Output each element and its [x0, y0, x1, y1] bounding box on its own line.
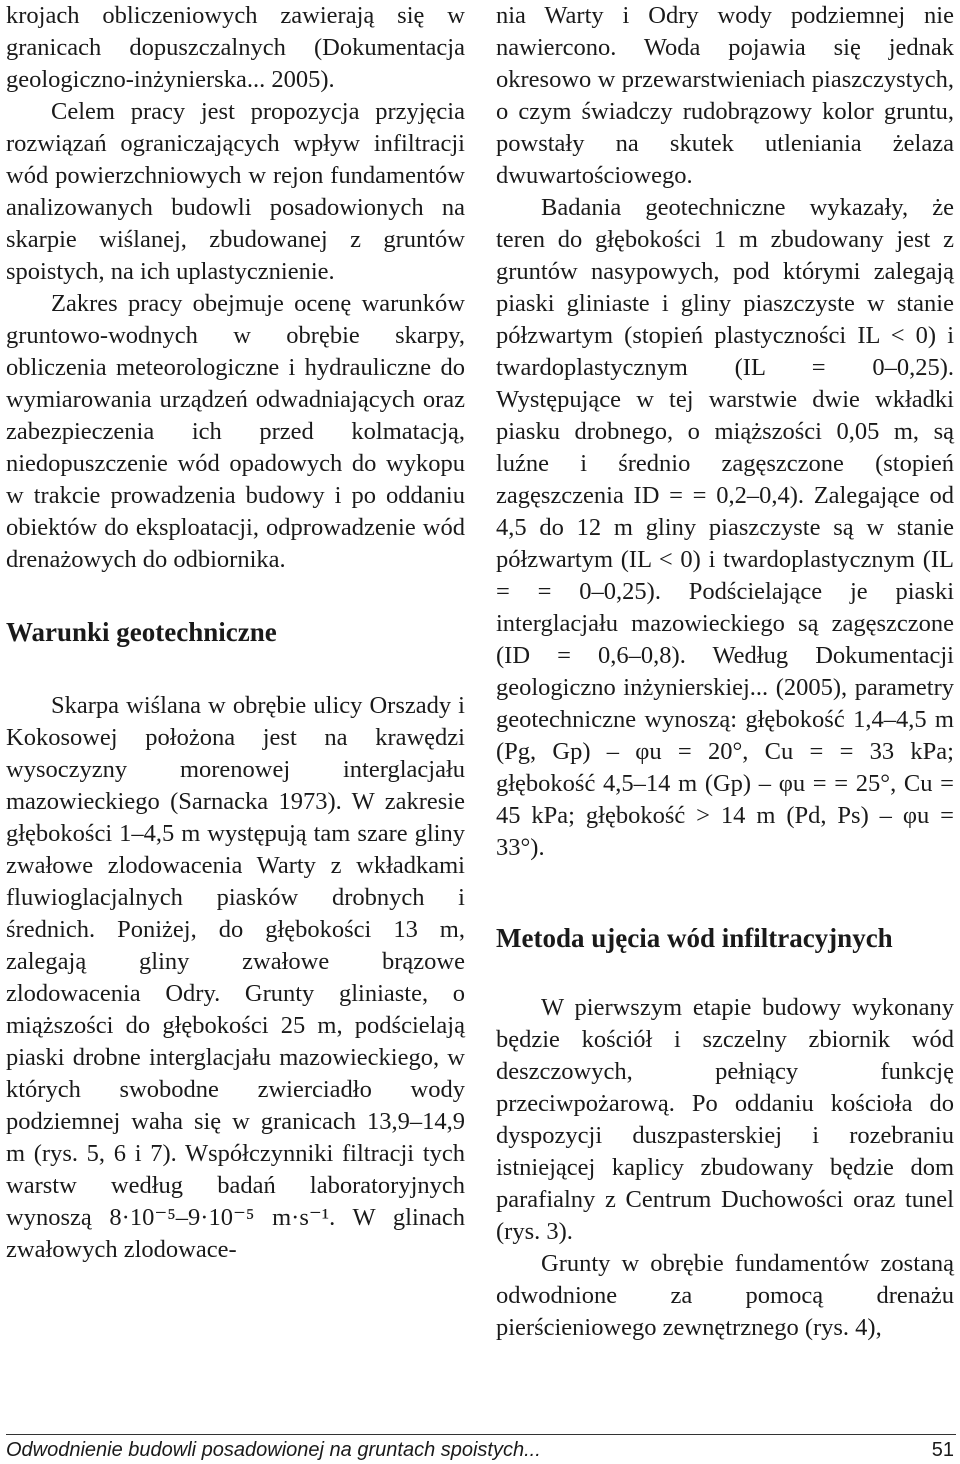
paragraph: nia Warty i Odry wody podziemnej nie nawiercono. Woda pojawia się jednak okresowo w przewarstwieniach piaszczystych, o czym świadczy rudobrązowy kolor gruntu, powstały na skutek utleniania żelaza dwuwartościowego.: [496, 2, 954, 189]
paragraph: Grunty w obrębie fundamentów zostaną odwodnione za pomocą drenażu pierścieniowego zewnętrznego (rys. 4),: [496, 1250, 954, 1341]
right-column: [496, 0, 954, 1344]
left-column: [6, 0, 465, 1266]
paragraph: krojach obliczeniowych zawierają się w granicach dopuszczalnych (Dokumentacja geologiczno-inżynierska... 2005).: [6, 2, 465, 93]
paragraph: W pierwszym etapie budowy wykonany będzie kościół i szczelny zbiornik wód deszczowych, pełniący funkcję przeciwpożarową. Po oddaniu kościoła do dyspozycji duszpasterskiej i rozebraniu istniejącej kaplicy zbudowany będzie dom parafialny z Centrum Duchowości oraz tunel (rys. 3).: [496, 994, 954, 1245]
section-heading: Warunki geotechniczne: [6, 617, 277, 647]
paragraph: Badania geotechniczne wykazały, że teren do głębokości 1 m zbudowany jest z gruntów nasypowych, pod którymi zalegają piaski gliniaste i gliny piaszczyste w stanie półzwartym (stopień plastyczności IL < 0) i twardoplastycznym (IL = 0–0,25). Występujące w tej warstwie dwie wkładki piasku drobnego, o miąższości 0,05 m, są luźne i średnio zagęszczone (stopień zagęszczenia ID = = 0,2–0,4). Zalegające od 4,5 do 12 m gliny piaszczyste są w stanie półzwartym (IL < 0) i twardoplastycznym (IL = = 0–0,25). Podścielające je piaski interglacjału mazowieckiego są zagęszczone (ID = 0,6–0,8). Według Dokumentacji geologiczno inżynierskiej... (2005), parametry geotechniczne wynoszą: głębokość 1,4–4,5 m (Pg, Gp) – φu = 20°, Cu = = 33 kPa; głębokość 4,5–14 m (Gp) – φu = = 25°, Cu = 45 kPa; głębokość > 14 m (Pd, Ps) – φu = 33°).: [496, 194, 954, 861]
paragraph: Zakres pracy obejmuje ocenę warunków gruntowo-wodnych w obrębie skarpy, obliczenia meteorologiczne i hydrauliczne do wymiarowania urządzeń odwadniających oraz zabezpieczenia ich przed kolmatacją, niedopuszczenie wód opadowych do wykopu w trakcie prowadzenia budowy i po oddaniu obiektów do eksploatacji, odprowadzenie wód drenażowych do odbiornika.: [6, 290, 465, 573]
page-number: 51: [931, 1439, 954, 1461]
paragraph: Celem pracy jest propozycja przyjęcia rozwiązań ograniczających wpływ infiltracji wód powierzchniowych w rejon fundamentów analizowanych budowli posadowionych na skarpie wiślanej, zbudowanej z gruntów spoistych, na ich uplastycznienie.: [6, 98, 465, 285]
section-heading: Metoda ujęcia wód infiltracyjnych: [496, 923, 893, 953]
running-footer-title: Odwodnienie budowli posadowionej na gruntach spoistych...: [6, 1439, 541, 1461]
paragraph: Skarpa wiślana w obrębie ulicy Orszady i Kokosowej położona jest na krawędzi wysoczyzny morenowej interglacjału mazowieckiego (Sarnacka 1973). W zakresie głębokości 1–4,5 m występują tam szare gliny zwałowe zlodowacenia Warty z wkładkami fluwioglacjalnych piasków drobnych i średnich. Poniżej, do głębokości 13 m, zalegają gliny zwałowe brązowe zlodowacenia Odry. Grunty gliniaste, o miąższości do głębokości 25 m, podścielają piaski drobne interglacjału mazowieckiego, w których swobodne zwierciadło wody podziemnej waha się w granicach 13,9–14,9 m (rys. 5, 6 i 7). Współczynniki filtracji tych warstw według badań laboratoryjnych wynoszą 8·10⁻⁵–9·10⁻⁵ m·s⁻¹. W glinach zwałowych zlodowace-: [6, 692, 465, 1263]
footer-divider: [6, 1434, 956, 1435]
